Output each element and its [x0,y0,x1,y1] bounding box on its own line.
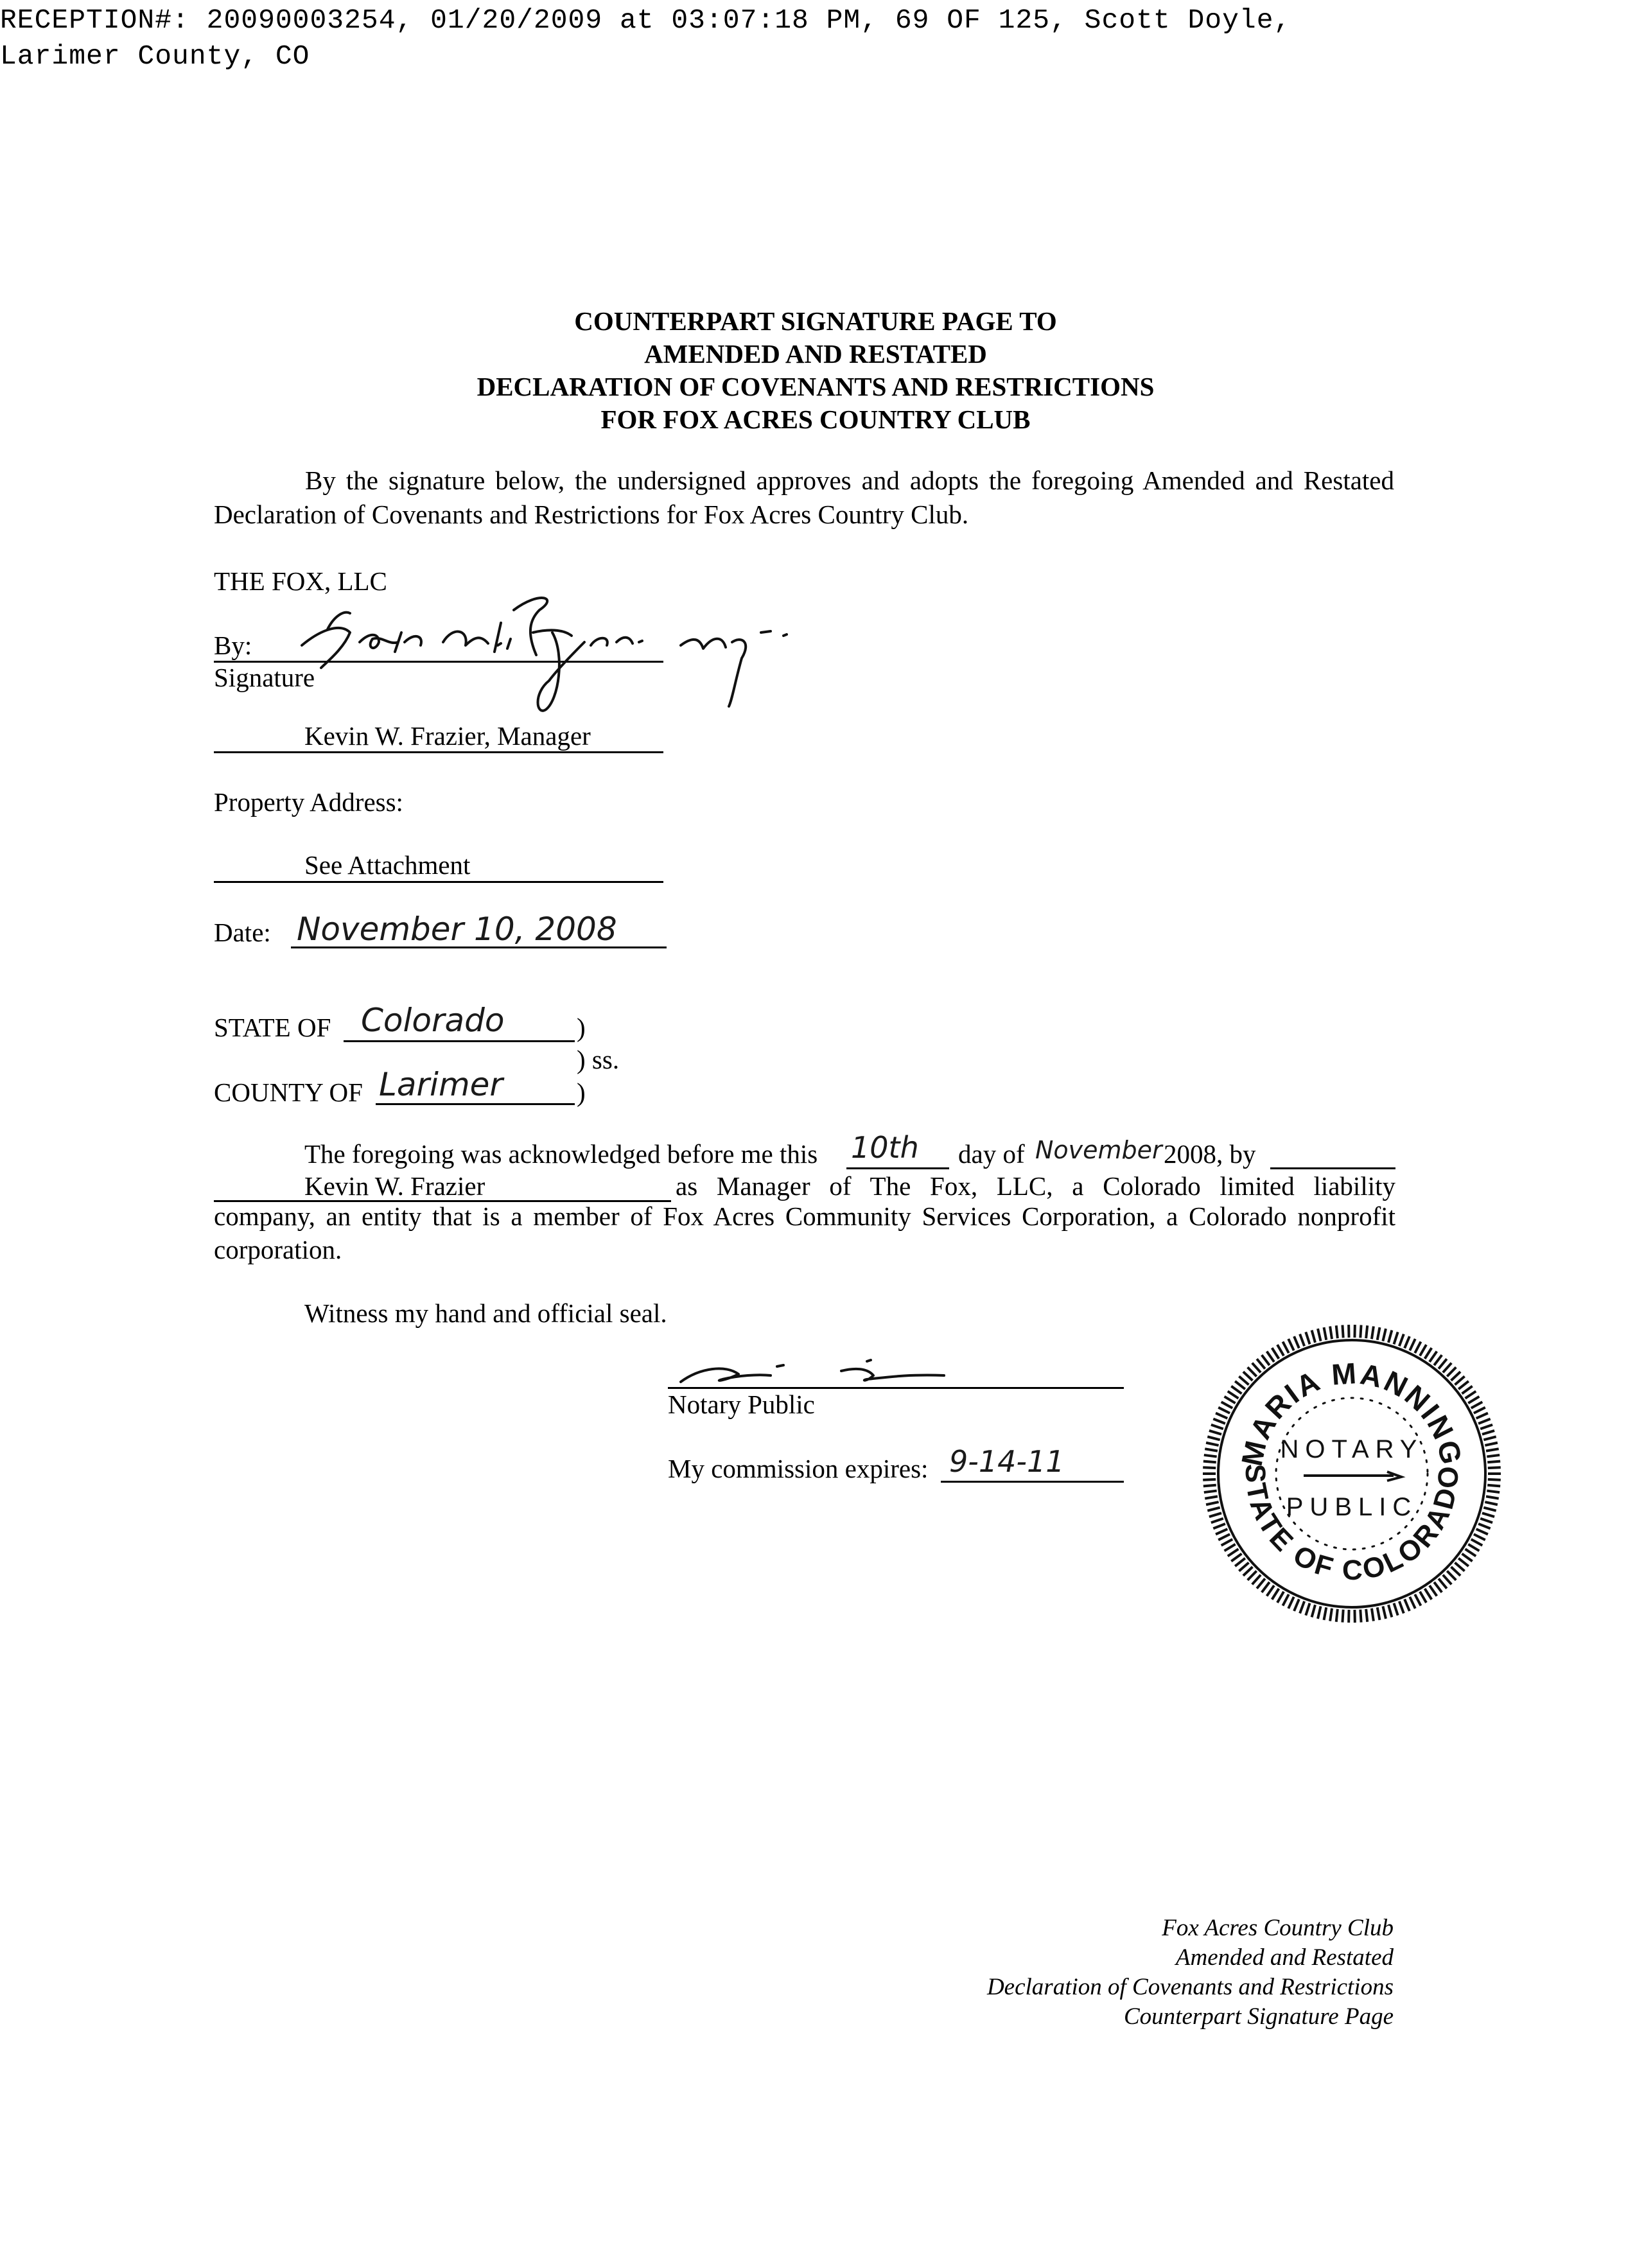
property-address-label: Property Address: [214,787,403,817]
seal-name: MARIA MANNING [1234,1356,1469,1469]
property-address-line [214,881,663,883]
footer-line-3: Declaration of Covenants and Restrictions [986,1974,1394,2000]
state-line [344,1040,575,1042]
recording-stamp [0,3,1291,74]
title-line-1: COUNTERPART SIGNATURE PAGE TO [574,306,1057,336]
ack-text-d: as Manager of The Fox, LLC, a Colorado limited liability [676,1171,1395,1201]
by-label: By: [214,631,252,660]
county-label: COUNTY OF [214,1077,363,1107]
entity-name: THE FOX, LLC [214,566,387,596]
recording-stamp-line-1: RECEPTION#: 20090003254, 01/20/2009 at 03:07:18 PM, 69 OF 125, Scott Doyle, [0,4,1291,36]
document-title [0,305,1631,436]
date-label: Date: [214,918,271,947]
seal-state: STATE OF COLORADO [1239,1463,1465,1587]
state-paren: ) [577,1013,586,1042]
seal-notary-word: NOTARY [1280,1435,1424,1463]
county-line [376,1103,575,1105]
title-line-2: AMENDED AND RESTATED [644,339,987,369]
commission-line [941,1481,1124,1483]
seal-center-mark [1304,1472,1401,1481]
ack-by-line [1270,1167,1395,1169]
ack-text-b: day of [958,1139,1025,1169]
footer-line-2: Amended and Restated [1175,1944,1394,1971]
footer-line-4: Counterpart Signature Page [1124,2003,1394,2030]
printed-name: Kevin W. Frazier, Manager [304,721,591,751]
handwritten-signature [283,571,861,738]
commission-handwritten-value: 9-14-11 [949,1444,1065,1479]
footer-line-1: Fox Acres Country Club [1162,1915,1394,1941]
county-handwritten-value: Larimer [379,1066,503,1103]
signature-label: Signature [214,663,315,692]
ack-name: Kevin W. Frazier [304,1171,485,1201]
intro-paragraph-text: By the signature below, the undersigned approves and adopts the foregoing Amended and Restated Declaration of Covenants and Restrictions for Fox Acres Country Club. [214,466,1394,529]
notary-public-label: Notary Public [668,1390,815,1419]
recording-stamp-line-2: Larimer County, CO [0,40,310,72]
witness-text: Witness my hand and official seal. [304,1298,667,1328]
state-label: STATE OF [214,1013,331,1042]
title-line-3: DECLARATION OF COVENANTS AND RESTRICTIONS [477,372,1155,401]
notary-seal [1201,1323,1503,1625]
ack-month-value: November [1035,1136,1162,1164]
seal-public-word: PUBLIC [1286,1493,1418,1521]
notary-signature [674,1342,963,1393]
intro-paragraph [214,464,1394,532]
property-address-value: See Attachment [304,850,471,880]
commission-label: My commission expires: [668,1454,929,1483]
county-paren: ) [577,1077,586,1107]
ss-label: ) ss. [577,1045,620,1074]
state-handwritten-value: Colorado [361,1002,505,1039]
ack-day-value: 10th [851,1130,919,1165]
page-footer [987,1914,1394,2032]
date-handwritten-value: November 10, 2008 [297,911,617,948]
ack-text-e: company, an entity that is a member of Fox Acres Community Services Corporation, a Colorado nonprofit corporation. [214,1201,1395,1264]
title-line-4: FOR FOX ACRES COUNTRY CLUB [600,405,1031,434]
ack-day-line [846,1167,949,1169]
ack-text-a: The foregoing was acknowledged before me this [304,1139,818,1169]
ack-text-c: 2008, by [1164,1139,1256,1169]
